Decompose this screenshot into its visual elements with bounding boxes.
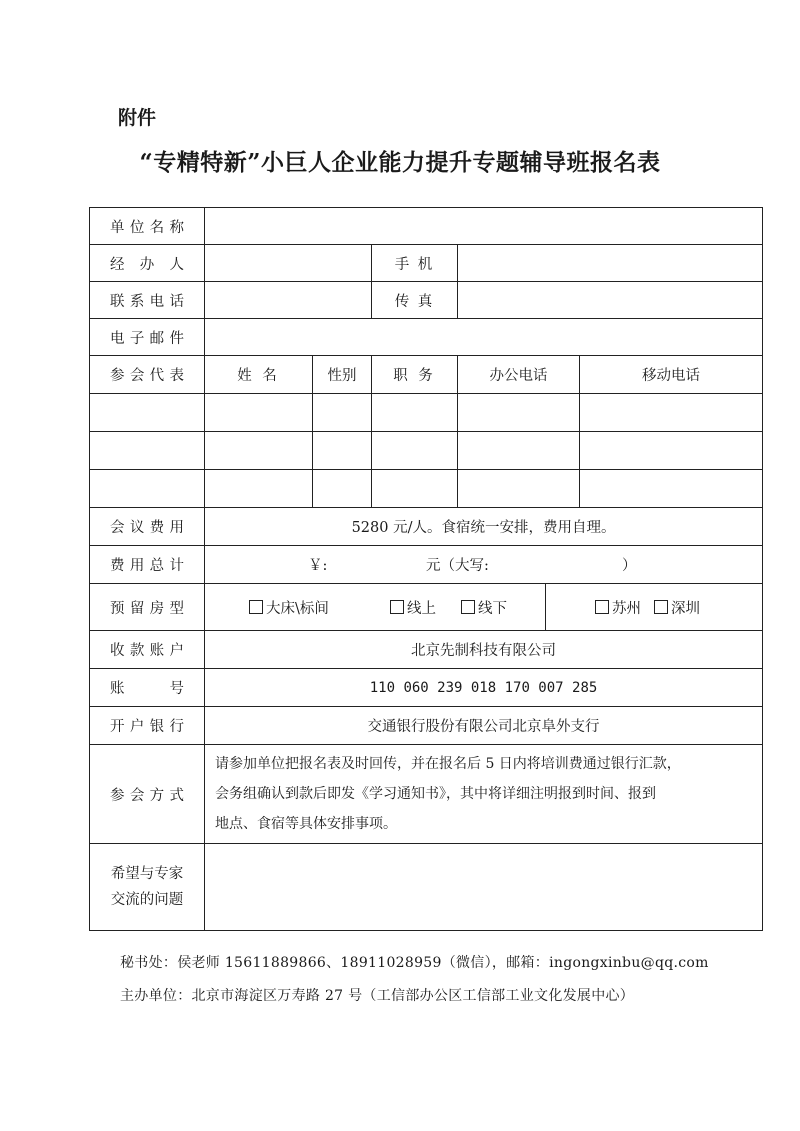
delegate-cell[interactable] bbox=[205, 394, 313, 432]
delegate-cell[interactable] bbox=[580, 432, 763, 470]
delegate-cell[interactable] bbox=[580, 470, 763, 508]
fax-field[interactable] bbox=[458, 282, 763, 319]
row-account-name bbox=[90, 631, 763, 669]
room-option-label: 大床\标间 bbox=[266, 600, 329, 617]
total-yuan: 元（大写: bbox=[426, 558, 489, 574]
room-option-label: 线下 bbox=[478, 600, 507, 617]
checkbox-icon[interactable] bbox=[249, 600, 263, 614]
row-handler bbox=[90, 245, 763, 282]
row-questions bbox=[90, 844, 763, 931]
checkbox-icon[interactable] bbox=[595, 600, 609, 614]
delegates-label: 参会代表 bbox=[90, 356, 205, 394]
registration-form bbox=[89, 207, 763, 931]
total-close: ） bbox=[622, 558, 637, 574]
phone-label: 联系电话 bbox=[90, 282, 205, 319]
mobile-label: 手 机 bbox=[372, 245, 458, 282]
col-mobile-phone-header: 移动电话 bbox=[580, 356, 763, 394]
secretariat-note: 秘书处：侯老师 15611889866、18911028959（微信），邮箱：ingongxinbu@qq.com bbox=[120, 955, 709, 971]
row-method bbox=[90, 745, 763, 844]
delegate-cell[interactable] bbox=[90, 394, 205, 432]
questions-field[interactable] bbox=[205, 844, 763, 931]
room-option-suzhou[interactable] bbox=[582, 597, 654, 618]
questions-label-line: 希望与专家 bbox=[110, 866, 184, 882]
col-gender-header: 性别 bbox=[313, 356, 372, 394]
col-position-header: 职 务 bbox=[372, 356, 458, 394]
room-option-label: 线上 bbox=[407, 600, 436, 617]
room-option-shenzhen[interactable] bbox=[654, 597, 700, 618]
checkbox-icon[interactable] bbox=[390, 600, 404, 614]
row-bank bbox=[90, 707, 763, 745]
bank-value: 交通银行股份有限公司北京阜外支行 bbox=[205, 707, 763, 745]
row-account-no bbox=[90, 669, 763, 707]
room-option-label: 深圳 bbox=[671, 600, 700, 617]
delegate-cell[interactable] bbox=[458, 394, 580, 432]
delegate-cell[interactable] bbox=[313, 432, 372, 470]
organizer-note: 主办单位：北京市海淀区万寿路 27 号（工信部办公区工信部工业文化发展中心） bbox=[120, 988, 635, 1004]
account-name-label: 收款账户 bbox=[90, 631, 205, 669]
room-options bbox=[205, 584, 763, 631]
row-unit-name bbox=[90, 208, 763, 245]
location-options bbox=[545, 584, 762, 630]
bank-label: 开户银行 bbox=[90, 707, 205, 745]
fax-label: 传 真 bbox=[372, 282, 458, 319]
room-option-double[interactable] bbox=[213, 597, 365, 618]
delegate-cell[interactable] bbox=[90, 432, 205, 470]
questions-label-line: 交流的问题 bbox=[110, 892, 184, 908]
room-option-offline[interactable] bbox=[461, 597, 507, 618]
checkbox-icon[interactable] bbox=[461, 600, 475, 614]
row-total bbox=[90, 546, 763, 584]
total-field[interactable] bbox=[205, 546, 763, 584]
delegate-cell[interactable] bbox=[580, 394, 763, 432]
row-fee bbox=[90, 508, 763, 546]
attachment-label: 附件 bbox=[118, 107, 157, 129]
unit-name-label: 单位名称 bbox=[90, 208, 205, 245]
delegate-cell[interactable] bbox=[205, 432, 313, 470]
account-no-label: 账 号 bbox=[90, 669, 205, 707]
col-office-phone-header: 办公电话 bbox=[458, 356, 580, 394]
delegate-cell[interactable] bbox=[372, 394, 458, 432]
delegate-row bbox=[90, 470, 763, 508]
handler-field[interactable] bbox=[205, 245, 372, 282]
delegate-cell[interactable] bbox=[458, 432, 580, 470]
method-label: 参会方式 bbox=[90, 745, 205, 844]
method-description bbox=[205, 745, 763, 844]
method-line: 请参加单位把报名表及时回传，并在报名后 5 日内将培训费通过银行汇款， bbox=[215, 756, 681, 772]
delegate-cell[interactable] bbox=[205, 470, 313, 508]
account-name-value: 北京先制科技有限公司 bbox=[205, 631, 763, 669]
room-option-label: 苏州 bbox=[612, 600, 641, 617]
room-option-online[interactable] bbox=[365, 597, 461, 618]
fee-value: 5280 元/人。食宿统一安排，费用自理。 bbox=[205, 508, 763, 546]
delegate-cell[interactable] bbox=[313, 470, 372, 508]
method-line: 会务组确认到款后即发《学习通知书》，其中将详细注明报到时间、报到 bbox=[215, 786, 656, 802]
mobile-field[interactable] bbox=[458, 245, 763, 282]
email-label: 电子邮件 bbox=[90, 319, 205, 356]
col-name-header: 姓 名 bbox=[205, 356, 313, 394]
account-no-value: 110 060 239 018 170 007 285 bbox=[205, 669, 763, 707]
row-delegates-header bbox=[90, 356, 763, 394]
form-title: “专精特新”小巨人企业能力提升专题辅导班报名表 bbox=[139, 149, 661, 176]
delegate-cell[interactable] bbox=[372, 470, 458, 508]
unit-name-field[interactable] bbox=[205, 208, 763, 245]
handler-label: 经 办 人 bbox=[90, 245, 205, 282]
delegate-row bbox=[90, 432, 763, 470]
room-label: 预留房型 bbox=[90, 584, 205, 631]
email-field[interactable] bbox=[205, 319, 763, 356]
checkbox-icon[interactable] bbox=[654, 600, 668, 614]
row-phone bbox=[90, 282, 763, 319]
delegate-cell[interactable] bbox=[313, 394, 372, 432]
delegate-cell[interactable] bbox=[458, 470, 580, 508]
row-email bbox=[90, 319, 763, 356]
total-currency: ￥: bbox=[308, 558, 328, 574]
questions-label bbox=[90, 844, 205, 931]
phone-field[interactable] bbox=[205, 282, 372, 319]
fee-label: 会议费用 bbox=[90, 508, 205, 546]
delegate-cell[interactable] bbox=[90, 470, 205, 508]
row-room-type bbox=[90, 584, 763, 631]
total-label: 费用总计 bbox=[90, 546, 205, 584]
delegate-row bbox=[90, 394, 763, 432]
delegate-cell[interactable] bbox=[372, 432, 458, 470]
method-line: 地点、食宿等具体安排事项。 bbox=[215, 816, 397, 832]
